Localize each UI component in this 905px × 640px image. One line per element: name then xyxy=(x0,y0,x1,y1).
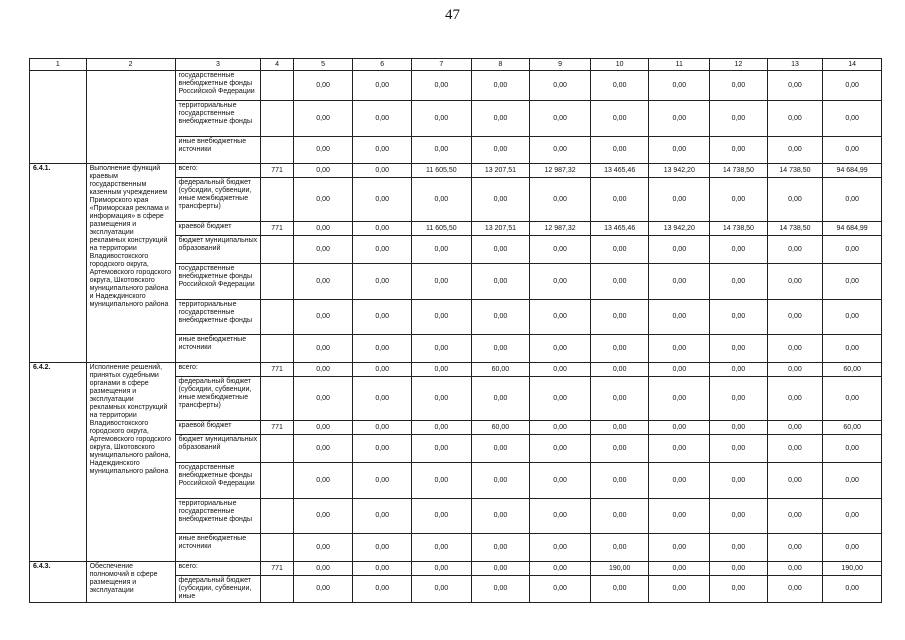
amount-cell: 14 738,50 xyxy=(710,222,768,236)
amount-cell: 0,00 xyxy=(823,576,882,603)
amount-cell: 0,00 xyxy=(767,300,823,335)
amount-cell: 0,00 xyxy=(649,101,710,137)
amount-cell: 0,00 xyxy=(767,421,823,435)
amount-cell: 60,00 xyxy=(471,363,530,377)
budget-code xyxy=(261,101,293,137)
amount-cell: 0,00 xyxy=(471,137,530,164)
amount-cell: 0,00 xyxy=(293,71,353,101)
amount-cell: 0,00 xyxy=(530,335,591,363)
amount-cell: 0,00 xyxy=(823,264,882,300)
column-header-4: 4 xyxy=(261,59,293,71)
amount-cell: 0,00 xyxy=(412,71,472,101)
amount-cell: 0,00 xyxy=(823,534,882,562)
amount-cell: 0,00 xyxy=(412,377,472,421)
amount-cell: 0,00 xyxy=(353,363,412,377)
amount-cell: 0,00 xyxy=(823,463,882,499)
amount-cell: 13 207,51 xyxy=(471,222,530,236)
funding-source: всего: xyxy=(175,164,261,178)
column-header-1: 1 xyxy=(30,59,87,71)
amount-cell: 0,00 xyxy=(649,335,710,363)
amount-cell: 11 605,50 xyxy=(412,164,472,178)
column-header-9: 9 xyxy=(530,59,591,71)
amount-cell: 0,00 xyxy=(767,236,823,264)
amount-cell: 0,00 xyxy=(710,335,768,363)
budget-code xyxy=(261,463,293,499)
amount-cell: 0,00 xyxy=(530,435,591,463)
amount-cell: 0,00 xyxy=(293,137,353,164)
budget-code xyxy=(261,377,293,421)
amount-cell: 0,00 xyxy=(412,335,472,363)
amount-cell: 0,00 xyxy=(823,71,882,101)
amount-cell: 0,00 xyxy=(590,178,649,222)
funding-source: всего: xyxy=(175,562,261,576)
amount-cell: 0,00 xyxy=(471,435,530,463)
amount-cell: 13 942,20 xyxy=(649,222,710,236)
amount-cell: 0,00 xyxy=(412,463,472,499)
table-body xyxy=(30,71,882,603)
column-header-6: 6 xyxy=(353,59,412,71)
amount-cell: 0,00 xyxy=(649,576,710,603)
measure-description: Выполнение функций краевым государственным казенным учреждением Приморского края «Приморская реклама и информация» в сфере размещения и эксплуатации рекламных конструкций на территории Владивостокского городского округа, Артемовского городского округа, Шкотовского муниципального района и Надеждинского муниципального района xyxy=(86,164,175,363)
amount-cell: 0,00 xyxy=(767,576,823,603)
amount-cell: 0,00 xyxy=(293,562,353,576)
amount-cell: 0,00 xyxy=(710,435,768,463)
amount-cell: 0,00 xyxy=(412,137,472,164)
amount-cell: 0,00 xyxy=(412,264,472,300)
amount-cell: 0,00 xyxy=(710,463,768,499)
amount-cell: 0,00 xyxy=(412,236,472,264)
amount-cell: 0,00 xyxy=(412,562,472,576)
amount-cell: 0,00 xyxy=(293,463,353,499)
table-row xyxy=(30,71,882,101)
amount-cell: 0,00 xyxy=(293,335,353,363)
funding-source: бюджет муниципальных образований xyxy=(175,435,261,463)
amount-cell: 0,00 xyxy=(293,377,353,421)
header-row xyxy=(30,59,882,71)
budget-code xyxy=(261,71,293,101)
amount-cell: 0,00 xyxy=(471,101,530,137)
amount-cell: 0,00 xyxy=(530,178,591,222)
amount-cell: 14 738,50 xyxy=(710,164,768,178)
amount-cell: 0,00 xyxy=(823,178,882,222)
amount-cell: 0,00 xyxy=(293,435,353,463)
funding-source: иные внебюджетные источники xyxy=(175,534,261,562)
funding-source: всего: xyxy=(175,363,261,377)
budget-code xyxy=(261,137,293,164)
amount-cell: 0,00 xyxy=(590,264,649,300)
amount-cell: 0,00 xyxy=(530,363,591,377)
measure-code: 6.4.2. xyxy=(30,363,87,562)
amount-cell: 0,00 xyxy=(767,71,823,101)
table-row xyxy=(30,164,882,178)
amount-cell: 0,00 xyxy=(471,264,530,300)
amount-cell: 0,00 xyxy=(530,534,591,562)
amount-cell: 0,00 xyxy=(710,137,768,164)
amount-cell: 0,00 xyxy=(710,101,768,137)
table-row xyxy=(30,562,882,576)
measure-code: 6.4.1. xyxy=(30,164,87,363)
amount-cell: 0,00 xyxy=(293,363,353,377)
amount-cell: 0,00 xyxy=(649,534,710,562)
amount-cell: 0,00 xyxy=(590,435,649,463)
amount-cell: 0,00 xyxy=(590,463,649,499)
amount-cell: 0,00 xyxy=(767,562,823,576)
amount-cell: 0,00 xyxy=(530,562,591,576)
funding-source: федеральный бюджет (субсидии, субвенции, иные xyxy=(175,576,261,603)
amount-cell: 0,00 xyxy=(530,463,591,499)
amount-cell: 0,00 xyxy=(530,71,591,101)
funding-source: федеральный бюджет (субсидии, субвенции, иные межбюджетные трансферты) xyxy=(175,178,261,222)
amount-cell: 0,00 xyxy=(293,576,353,603)
amount-cell: 0,00 xyxy=(412,300,472,335)
budget-code: 771 xyxy=(261,562,293,576)
amount-cell: 0,00 xyxy=(530,576,591,603)
measure-description xyxy=(86,71,175,164)
amount-cell: 0,00 xyxy=(590,534,649,562)
amount-cell: 0,00 xyxy=(471,576,530,603)
amount-cell: 0,00 xyxy=(710,499,768,534)
table-row xyxy=(30,363,882,377)
column-header-11: 11 xyxy=(649,59,710,71)
budget-code xyxy=(261,236,293,264)
amount-cell: 0,00 xyxy=(471,377,530,421)
amount-cell: 0,00 xyxy=(649,499,710,534)
amount-cell: 0,00 xyxy=(590,71,649,101)
amount-cell: 0,00 xyxy=(649,178,710,222)
page-number: 47 xyxy=(445,7,460,23)
amount-cell: 0,00 xyxy=(710,363,768,377)
budget-code xyxy=(261,576,293,603)
budget-code xyxy=(261,300,293,335)
amount-cell: 0,00 xyxy=(767,137,823,164)
amount-cell: 0,00 xyxy=(710,300,768,335)
amount-cell: 0,00 xyxy=(530,377,591,421)
funding-source: краевой бюджет xyxy=(175,222,261,236)
amount-cell: 0,00 xyxy=(353,222,412,236)
amount-cell: 0,00 xyxy=(710,421,768,435)
amount-cell: 0,00 xyxy=(353,562,412,576)
amount-cell: 13 207,51 xyxy=(471,164,530,178)
amount-cell: 0,00 xyxy=(590,576,649,603)
amount-cell: 13 465,46 xyxy=(590,222,649,236)
amount-cell: 0,00 xyxy=(710,71,768,101)
amount-cell: 0,00 xyxy=(823,335,882,363)
funding-source: бюджет муниципальных образований xyxy=(175,236,261,264)
amount-cell: 0,00 xyxy=(412,576,472,603)
funding-source: государственные внебюджетные фонды Российской Федерации xyxy=(175,463,261,499)
budget-code: 771 xyxy=(261,363,293,377)
amount-cell: 0,00 xyxy=(353,576,412,603)
amount-cell: 0,00 xyxy=(649,236,710,264)
amount-cell: 0,00 xyxy=(412,421,472,435)
amount-cell: 60,00 xyxy=(823,421,882,435)
amount-cell: 94 684,99 xyxy=(823,222,882,236)
amount-cell: 0,00 xyxy=(471,562,530,576)
amount-cell: 0,00 xyxy=(767,363,823,377)
amount-cell: 0,00 xyxy=(823,435,882,463)
measure-code xyxy=(30,71,87,164)
amount-cell: 0,00 xyxy=(710,562,768,576)
amount-cell: 0,00 xyxy=(293,264,353,300)
amount-cell: 0,00 xyxy=(353,499,412,534)
column-header-10: 10 xyxy=(590,59,649,71)
funding-source: краевой бюджет xyxy=(175,421,261,435)
amount-cell: 0,00 xyxy=(530,236,591,264)
amount-cell: 0,00 xyxy=(353,377,412,421)
column-header-14: 14 xyxy=(823,59,882,71)
amount-cell: 0,00 xyxy=(471,335,530,363)
amount-cell: 0,00 xyxy=(353,101,412,137)
amount-cell: 0,00 xyxy=(471,71,530,101)
amount-cell: 0,00 xyxy=(412,435,472,463)
amount-cell: 0,00 xyxy=(710,576,768,603)
amount-cell: 0,00 xyxy=(412,499,472,534)
budget-code: 771 xyxy=(261,164,293,178)
amount-cell: 0,00 xyxy=(710,178,768,222)
funding-source: территориальные государственные внебюджетные фонды xyxy=(175,499,261,534)
funding-source: государственные внебюджетные фонды Российской Федерации xyxy=(175,71,261,101)
amount-cell: 0,00 xyxy=(353,335,412,363)
measure-description: Исполнение решений, принятых судебными органами в сфере размещения и эксплуатации рекламных конструкций на территории Владивостокского городского округа, Артемовского городского округа, Шкотовского муниципального района, Надеждинского муниципального района xyxy=(86,363,175,562)
amount-cell: 0,00 xyxy=(353,463,412,499)
amount-cell: 0,00 xyxy=(530,421,591,435)
budget-code xyxy=(261,534,293,562)
amount-cell: 0,00 xyxy=(471,178,530,222)
amount-cell: 0,00 xyxy=(590,101,649,137)
amount-cell: 0,00 xyxy=(353,137,412,164)
amount-cell: 0,00 xyxy=(767,178,823,222)
amount-cell: 60,00 xyxy=(823,363,882,377)
funding-source: иные внебюджетные источники xyxy=(175,335,261,363)
amount-cell: 0,00 xyxy=(590,363,649,377)
amount-cell: 0,00 xyxy=(710,264,768,300)
amount-cell: 0,00 xyxy=(823,101,882,137)
amount-cell: 0,00 xyxy=(353,421,412,435)
amount-cell: 0,00 xyxy=(293,499,353,534)
funding-source: территориальные государственные внебюджетные фонды xyxy=(175,101,261,137)
amount-cell: 0,00 xyxy=(293,534,353,562)
amount-cell: 0,00 xyxy=(471,236,530,264)
amount-cell: 0,00 xyxy=(530,499,591,534)
amount-cell: 0,00 xyxy=(823,499,882,534)
amount-cell: 0,00 xyxy=(293,421,353,435)
amount-cell: 0,00 xyxy=(649,71,710,101)
amount-cell: 0,00 xyxy=(293,222,353,236)
amount-cell: 0,00 xyxy=(649,435,710,463)
amount-cell: 14 738,50 xyxy=(767,222,823,236)
budget-code xyxy=(261,335,293,363)
amount-cell: 0,00 xyxy=(823,300,882,335)
column-header-5: 5 xyxy=(293,59,353,71)
amount-cell: 0,00 xyxy=(767,499,823,534)
amount-cell: 0,00 xyxy=(649,421,710,435)
amount-cell: 11 605,50 xyxy=(412,222,472,236)
amount-cell: 0,00 xyxy=(530,101,591,137)
amount-cell: 0,00 xyxy=(412,178,472,222)
amount-cell: 0,00 xyxy=(590,499,649,534)
amount-cell: 60,00 xyxy=(471,421,530,435)
funding-source: иные внебюджетные источники xyxy=(175,137,261,164)
amount-cell: 0,00 xyxy=(767,264,823,300)
amount-cell: 12 987,32 xyxy=(530,222,591,236)
amount-cell: 0,00 xyxy=(767,534,823,562)
amount-cell: 0,00 xyxy=(767,101,823,137)
amount-cell: 0,00 xyxy=(649,377,710,421)
measure-code: 6.4.3. xyxy=(30,562,87,603)
amount-cell: 0,00 xyxy=(649,137,710,164)
amount-cell: 94 684,99 xyxy=(823,164,882,178)
amount-cell: 0,00 xyxy=(649,463,710,499)
budget-code xyxy=(261,264,293,300)
amount-cell: 0,00 xyxy=(530,137,591,164)
budget-code xyxy=(261,499,293,534)
measure-description: Обеспечение полномочий в сфере размещения и эксплуатации xyxy=(86,562,175,603)
amount-cell: 13 942,20 xyxy=(649,164,710,178)
amount-cell: 0,00 xyxy=(353,164,412,178)
amount-cell: 0,00 xyxy=(412,363,472,377)
amount-cell: 13 465,46 xyxy=(590,164,649,178)
amount-cell: 0,00 xyxy=(293,178,353,222)
budget-code xyxy=(261,178,293,222)
column-header-13: 13 xyxy=(767,59,823,71)
amount-cell: 0,00 xyxy=(530,264,591,300)
amount-cell: 0,00 xyxy=(649,363,710,377)
amount-cell: 0,00 xyxy=(590,421,649,435)
amount-cell: 0,00 xyxy=(353,435,412,463)
amount-cell: 0,00 xyxy=(353,71,412,101)
amount-cell: 0,00 xyxy=(530,300,591,335)
column-header-12: 12 xyxy=(710,59,768,71)
amount-cell: 0,00 xyxy=(590,137,649,164)
amount-cell: 0,00 xyxy=(293,101,353,137)
amount-cell: 0,00 xyxy=(590,236,649,264)
amount-cell: 0,00 xyxy=(649,562,710,576)
amount-cell: 0,00 xyxy=(767,463,823,499)
amount-cell: 0,00 xyxy=(353,534,412,562)
amount-cell: 0,00 xyxy=(767,377,823,421)
amount-cell: 14 738,50 xyxy=(767,164,823,178)
amount-cell: 0,00 xyxy=(293,300,353,335)
budget-table xyxy=(29,58,882,603)
amount-cell: 0,00 xyxy=(412,534,472,562)
amount-cell: 0,00 xyxy=(710,377,768,421)
column-header-8: 8 xyxy=(471,59,530,71)
amount-cell: 190,00 xyxy=(590,562,649,576)
column-header-3: 3 xyxy=(175,59,261,71)
amount-cell: 0,00 xyxy=(353,236,412,264)
amount-cell: 0,00 xyxy=(353,264,412,300)
amount-cell: 0,00 xyxy=(823,377,882,421)
amount-cell: 0,00 xyxy=(471,300,530,335)
amount-cell: 0,00 xyxy=(590,300,649,335)
amount-cell: 0,00 xyxy=(293,236,353,264)
column-header-2: 2 xyxy=(86,59,175,71)
funding-source: государственные внебюджетные фонды Российской Федерации xyxy=(175,264,261,300)
budget-code: 771 xyxy=(261,222,293,236)
amount-cell: 0,00 xyxy=(471,534,530,562)
amount-cell: 0,00 xyxy=(823,236,882,264)
amount-cell: 0,00 xyxy=(471,463,530,499)
budget-code: 771 xyxy=(261,421,293,435)
funding-source: территориальные государственные внебюджетные фонды xyxy=(175,300,261,335)
amount-cell: 0,00 xyxy=(412,101,472,137)
amount-cell: 0,00 xyxy=(710,534,768,562)
column-header-7: 7 xyxy=(412,59,472,71)
amount-cell: 0,00 xyxy=(767,435,823,463)
amount-cell: 0,00 xyxy=(767,335,823,363)
budget-code xyxy=(261,435,293,463)
amount-cell: 0,00 xyxy=(471,499,530,534)
amount-cell: 0,00 xyxy=(823,137,882,164)
amount-cell: 0,00 xyxy=(293,164,353,178)
funding-source: федеральный бюджет (субсидии, субвенции, иные межбюджетные трансферты) xyxy=(175,377,261,421)
amount-cell: 0,00 xyxy=(353,300,412,335)
amount-cell: 190,00 xyxy=(823,562,882,576)
amount-cell: 0,00 xyxy=(649,300,710,335)
amount-cell: 0,00 xyxy=(649,264,710,300)
amount-cell: 0,00 xyxy=(590,335,649,363)
amount-cell: 0,00 xyxy=(353,178,412,222)
amount-cell: 12 987,32 xyxy=(530,164,591,178)
amount-cell: 0,00 xyxy=(590,377,649,421)
amount-cell: 0,00 xyxy=(710,236,768,264)
